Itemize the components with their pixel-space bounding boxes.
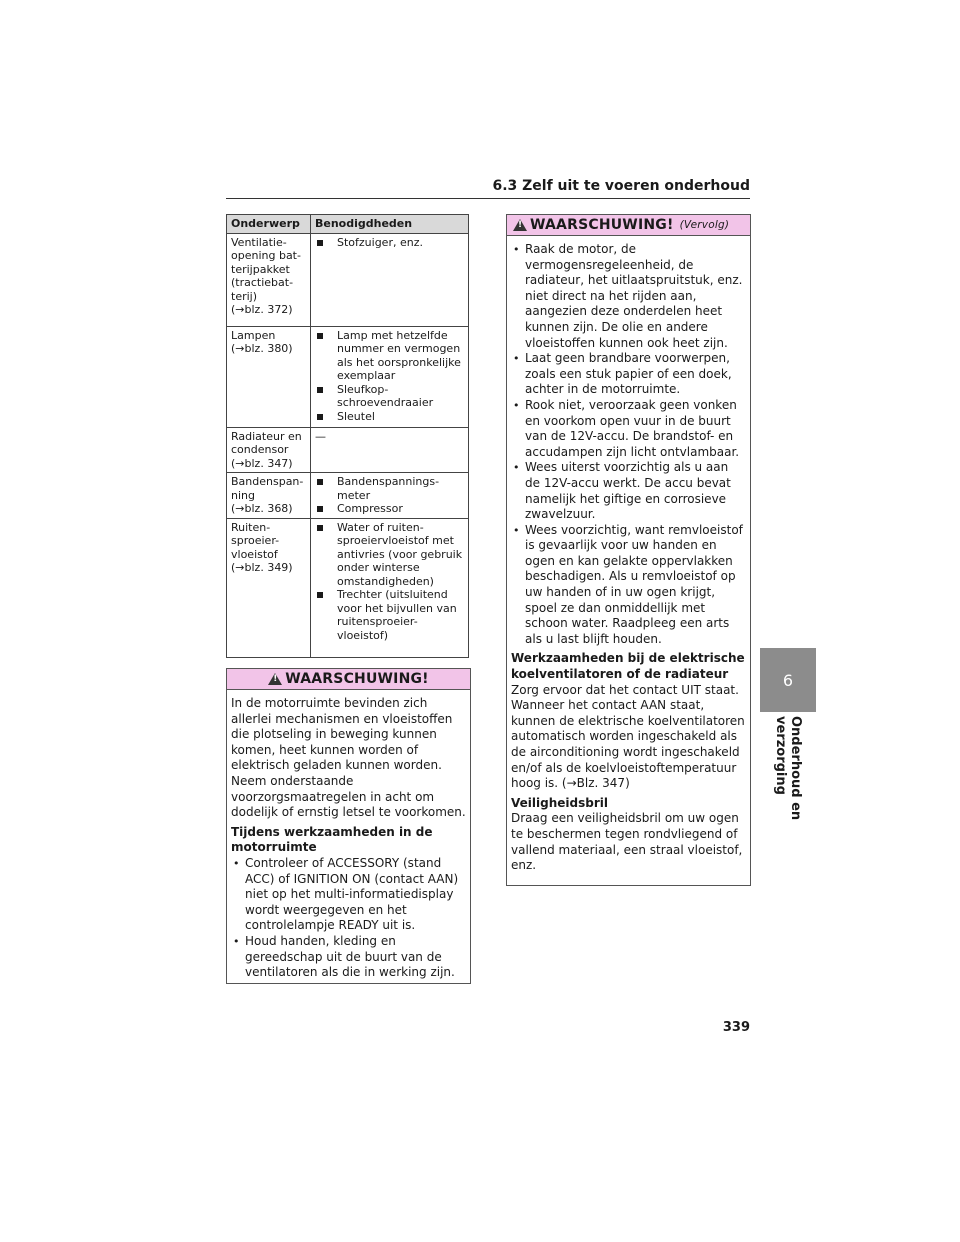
tool-item: Stofzuiger, enz. bbox=[315, 236, 464, 250]
warning-paragraph: Draag een veiligheidsbril om uw ogen te beschermen tegen rondvliegend of vallend materiaal, een straal vloeistof, enz. bbox=[511, 811, 743, 873]
tool-item: Lamp met hetzelfde nummer en vermogen als het oorspronkelijke exemplaar bbox=[315, 329, 464, 383]
tools-table bbox=[226, 214, 469, 658]
row-subject-text: Bandenspan- ning (→blz. 368) bbox=[231, 475, 304, 515]
warning-paragraph: Zorg ervoor dat het contact UIT staat. Wanneer het contact AAN staat, kunnen de elektrische koelventilatoren automatisch worden ingeschakeld als de airconditioning wordt ingeschakeld en/of als de koelvloeistoftemperatuur hoog is. (→Blz. 347) bbox=[511, 682, 745, 791]
table-row bbox=[227, 473, 469, 519]
tool-item: Sleufkop-schroevendraaier bbox=[315, 383, 464, 410]
warning-bullet: • Raak de motor, de vermogensregeleenheid, de radiateur, het uitlaatspruitstuk, enz. niet direct na het rijden aan, aangezien deze onderdelen heet kunnen zijn. De olie en andere vloeistoffen kunnen ook heet zijn. bbox=[511, 242, 746, 351]
warning-intro: In de motorruimte bevinden zich allerlei mechanismen en vloeistoffen die plotseling in beweging kunnen komen, heet kunnen worden of elektrisch geladen kunnen worden. Neem onderstaande voorzorgsmaatregelen in acht om dodelijk of ernstig letsel te voorkomen. bbox=[231, 696, 466, 820]
warning-bullet: • Houd handen, kleding en gereedschap uit de buurt van de ventilatoren als die in werking zijn. bbox=[231, 934, 466, 981]
table-row bbox=[227, 233, 469, 326]
section-title: 6.3 Zelf uit te voeren onderhoud bbox=[492, 178, 750, 194]
row-subject bbox=[227, 326, 311, 427]
row-tools bbox=[311, 326, 469, 427]
column-header-subject: Onderwerp bbox=[227, 215, 311, 234]
warning-title: WAARSCHUWING! bbox=[530, 217, 674, 233]
chapter-label-text: Onderhoud en verzorging bbox=[773, 716, 803, 821]
warning-bullet: • Rook niet, veroorzaak geen vonken en voorkom open vuur in de buurt van de 12V-accu. De brandstof- en accudampen zijn licht ontvlambaar. bbox=[511, 398, 746, 460]
row-subject-text: Radiateur en condensor (→blz. 347) bbox=[231, 429, 302, 470]
row-tools: — bbox=[311, 427, 469, 473]
table-row bbox=[227, 326, 469, 427]
row-subject bbox=[227, 427, 311, 473]
warning-continued-label: (Vervolg) bbox=[679, 219, 730, 231]
warning-bullet: • Wees uiterst voorzichtig als u aan de 12V-accu werkt. De accu bevat namelijk het giftige en corrosieve zwavelzuur. bbox=[511, 460, 746, 522]
chapter-label bbox=[760, 716, 816, 876]
warning-triangle-icon bbox=[268, 673, 282, 685]
warning-box-right bbox=[506, 214, 751, 886]
warning-body bbox=[507, 236, 750, 884]
tool-item: Sleutel bbox=[315, 410, 464, 424]
warning-bullet: • Controleer of ACCESSORY (stand ACC) of IGNITION ON (contact AAN) niet op het multi-informatiedisplay wordt weergegeven en het controlelampje READY uit is. bbox=[231, 856, 466, 934]
row-subject-text: Lampen (→blz. 380) bbox=[231, 328, 293, 355]
warning-triangle-icon bbox=[513, 219, 527, 231]
warning-title: WAARSCHUWING! bbox=[285, 671, 429, 687]
row-subject-text: Ventilatie- opening bat- terijpakket (tractiebat- terij) (→blz. 372) bbox=[231, 235, 301, 316]
warning-header bbox=[227, 669, 470, 690]
warning-bullet: • Wees voorzichtig, want remvloeistof is gevaarlijk voor uw handen en ogen en kan gelakte oppervlakken beschadigen. Als u remvloeistof op uw handen of in uw ogen krijgt, spoel ze dan onmiddellijk met schoon water. Raadpleeg een arts als u last blijft houden. bbox=[511, 523, 746, 648]
tool-item: Trechter (uitsluitend voor het bijvullen van ruitensproeier-vloeistof) bbox=[315, 588, 464, 642]
row-subject bbox=[227, 233, 311, 326]
table-row bbox=[227, 518, 469, 657]
warning-subheading: Tijdens werkzaamheden in de motorruimte bbox=[231, 824, 433, 855]
chapter-tab: 6 bbox=[760, 648, 816, 712]
tool-item: Bandenspannings-meter bbox=[315, 475, 464, 502]
row-subject bbox=[227, 473, 311, 519]
column-header-tools: Benodigdheden bbox=[311, 215, 469, 234]
row-tools bbox=[311, 518, 469, 657]
tool-item: Compressor bbox=[315, 502, 464, 516]
row-tools bbox=[311, 233, 469, 326]
warning-body bbox=[227, 690, 470, 991]
warning-bullet: • Laat geen brandbare voorwerpen, zoals een stuk papier of een doek, achter in de motorruimte. bbox=[511, 351, 746, 398]
header-rule bbox=[226, 198, 750, 199]
table-row bbox=[227, 427, 469, 473]
page-number: 339 bbox=[722, 1020, 750, 1035]
warning-header bbox=[507, 215, 750, 236]
warning-subheading: Veiligheidsbril bbox=[511, 795, 608, 810]
row-subject-text: Ruiten- sproeier- vloeistof (→blz. 349) bbox=[231, 520, 293, 574]
row-subject bbox=[227, 518, 311, 657]
tool-item: Water of ruiten-sproeiervloeistof met antivries (voor gebruik onder winterse omstandigheden) bbox=[315, 521, 464, 589]
row-tools bbox=[311, 473, 469, 519]
warning-subheading: Werkzaamheden bij de elektrische koelventilatoren of de radiateur bbox=[511, 651, 745, 682]
warning-box-left bbox=[226, 668, 471, 984]
